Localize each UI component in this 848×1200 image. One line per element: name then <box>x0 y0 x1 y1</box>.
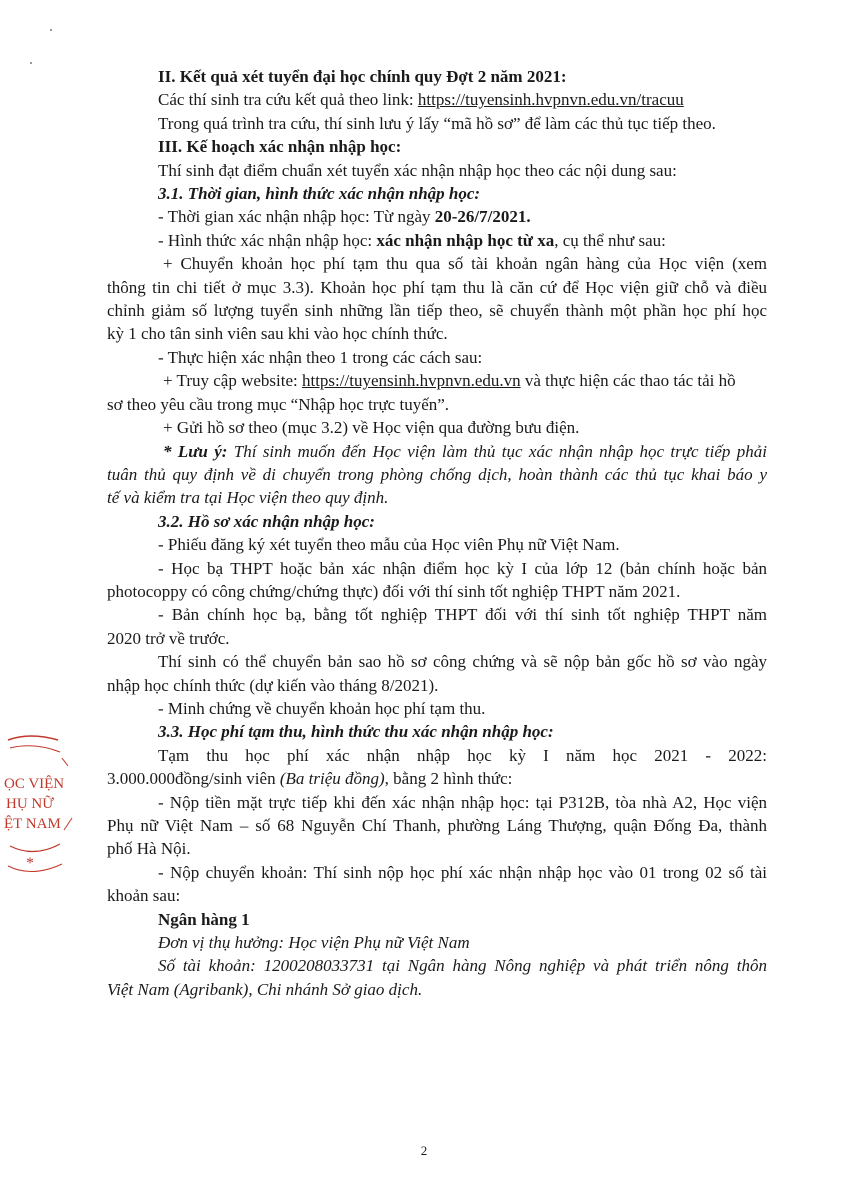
scan-speck <box>50 29 52 31</box>
note-line: * Lưu ý: Thí sinh muốn đến Học viện làm thủ tục xác nhận nhập học trực tiếp phải <box>163 441 767 461</box>
section-3-heading: III. Kế hoạch xác nhận nhập học: <box>158 137 402 157</box>
section-2-heading: II. Kết quả xét tuyển đại học chính quy Đợt 2 năm 2021: <box>158 67 567 86</box>
lookup-line: Các thí sinh tra cứu kết quả theo link: https://tuyensinh.hvpnvn.edu.vn/tracuu <box>158 90 684 110</box>
account-line: Việt Nam (Agribank), Chi nhánh Sở giao dịch. <box>107 979 423 999</box>
note-line: tế và kiểm tra tại Học viện theo quy định. <box>107 488 389 508</box>
cash-payment-line: - Nộp tiền mặt trực tiếp khi đến xác nhận nhập học: tại P312B, tòa nhà A2, Học viện <box>158 792 767 812</box>
svg-text:HỤ NỮ: HỤ NỮ <box>6 796 54 812</box>
website-line: + Truy cập website: https://tuyensinh.hvpnvn.edu.vn và thực hiện các thao tác tải hồ <box>163 371 736 391</box>
cash-payment-line: Phụ nữ Việt Nam – số 68 Nguyễn Chí Thanh, phường Láng Thượng, quận Đống Đa, thành <box>107 816 767 835</box>
lookup-note: Trong quá trình tra cứu, thí sinh lưu ý lấy “mã hồ sơ” để làm các thủ tục tiếp theo. <box>158 113 716 133</box>
transfer-paragraph-line: chỉnh giảm số lượng tuyển sinh những lần tiếp theo, sẽ chuyển thành một phần học phí học <box>107 301 767 321</box>
confirmation-form: - Hình thức xác nhận nhập học: xác nhận nhập học từ xa, cụ thể như sau: <box>158 230 666 250</box>
section-3-intro: Thí sinh đạt điểm chuẩn xét tuyển xác nhận nhập học theo các nội dung sau: <box>158 160 677 180</box>
scan-speck <box>30 62 32 64</box>
account-line: Số tài khoản: 1200208033731 tại Ngân hàng Nông nghiệp và phát triển nông thôn <box>158 956 767 976</box>
subsection-3-2-heading: 3.2. Hồ sơ xác nhận nhập học: <box>158 511 375 531</box>
transfer-paragraph-line: thông tin chi tiết ở mục 3.3). Khoản học phí tạm thu là căn cứ để Học viện giữ chỗ và điều <box>107 277 767 297</box>
website-link[interactable]: https://tuyensinh.hvpnvn.edu.vn <box>301 371 521 391</box>
transfer-paragraph-line: + Chuyển khoản học phí tạm thu qua số tài khoản ngân hàng của Học viện (xem <box>163 254 767 274</box>
cash-payment-line: phố Hà Nội. <box>107 839 191 859</box>
bank-heading: Ngân hàng 1 <box>158 909 250 929</box>
fee-line: Tạm thu học phí xác nhận nhập học kỳ I năm học 2021 - 2022: <box>158 745 767 765</box>
dossier-item: nhập học chính thức (dự kiến vào tháng 8/2021). <box>107 675 439 695</box>
confirmation-time: - Thời gian xác nhận nhập học: Từ ngày 20-26/7/2021. <box>158 207 531 227</box>
website-line-2: sơ theo yêu cầu trong mục “Nhập học trực tuyến”. <box>107 394 450 414</box>
lookup-link[interactable]: https://tuyensinh.hvpnvn.edu.vn/tracuu <box>417 90 684 110</box>
beneficiary-line: Đơn vị thụ hưởng: Học viện Phụ nữ Việt Nam <box>158 933 470 953</box>
dossier-item: Thí sinh có thể chuyển bản sao hồ sơ công chứng và sẽ nộp bản gốc hồ sơ vào ngày <box>158 652 767 672</box>
dossier-item: 2020 trở về trước. <box>107 628 230 648</box>
subsection-3-3-heading: 3.3. Học phí tạm thu, hình thức thu xác nhận nhập học: <box>158 722 554 742</box>
dossier-item: - Bản chính học bạ, bằng tốt nghiệp THPT đối với thí sinh tốt nghiệp THPT năm <box>158 605 767 625</box>
transfer-paragraph-line: kỳ 1 cho tân sinh viên sau khi vào học chính thức. <box>107 324 448 344</box>
svg-text:*: * <box>26 855 34 872</box>
dossier-item: - Học bạ THPT hoặc bản xác nhận điểm học kỳ I của lớp 12 (bản chính hoặc bản <box>158 558 767 578</box>
page-number: 2 <box>420 1143 428 1158</box>
svg-text:ỆT NAM: ỆT NAM <box>4 816 61 832</box>
dossier-item: - Phiếu đăng ký xét tuyển theo mẫu của Học viên Phụ nữ Việt Nam. <box>158 535 620 555</box>
red-seal-stamp <box>0 718 90 888</box>
note-line: tuân thủ quy định về di chuyển trong phòng chống dịch, hoàn thành các thủ tục khai báo y <box>107 464 767 484</box>
svg-text:ỌC VIỆN: ỌC VIỆN <box>4 776 65 792</box>
bank-transfer-line: khoản sau: <box>107 886 181 906</box>
bank-transfer-line: - Nộp chuyển khoản: Thí sinh nộp học phí xác nhận nhập học vào 01 trong 02 số tài <box>158 862 767 882</box>
methods-line: - Thực hiện xác nhận theo 1 trong các cách sau: <box>158 347 483 367</box>
post-line: + Gửi hồ sơ theo (mục 3.2) về Học viện qua đường bưu điện. <box>163 418 580 438</box>
dossier-item: - Minh chứng về chuyển khoản học phí tạm thu. <box>158 698 486 718</box>
dossier-item: photocoppy có công chứng/chứng thực) đối với thí sinh tốt nghiệp THPT năm 2021. <box>107 581 681 601</box>
document-body <box>107 65 767 1001</box>
subsection-3-1-heading: 3.1. Thời gian, hình thức xác nhận nhập học: <box>158 184 481 204</box>
fee-line: 3.000.000đồng/sinh viên (Ba triệu đồng), bằng 2 hình thức: <box>107 769 513 789</box>
